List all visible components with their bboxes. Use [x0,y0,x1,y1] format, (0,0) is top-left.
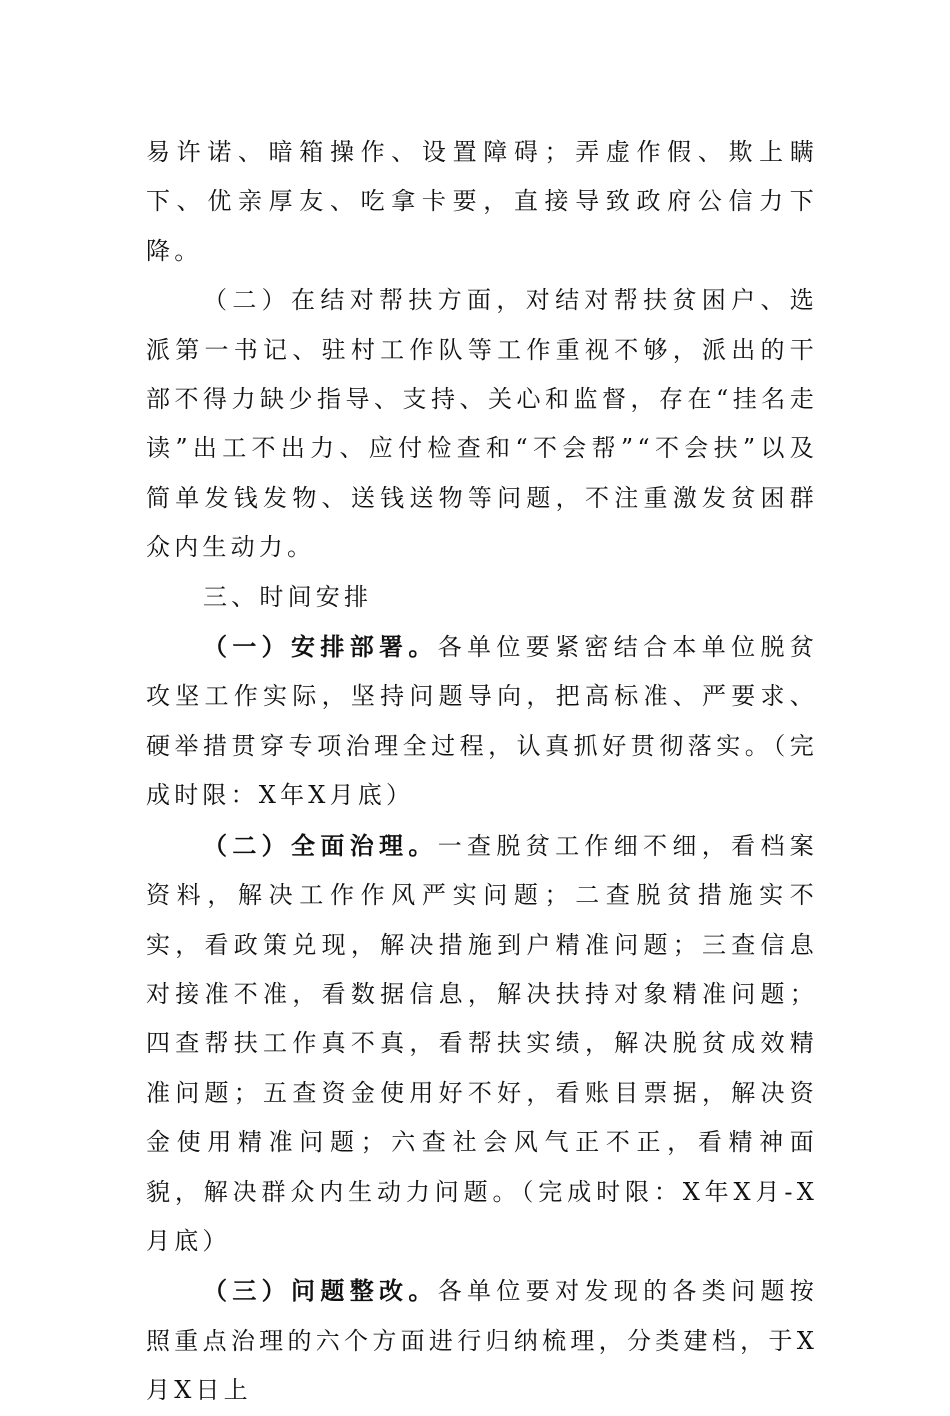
paragraph-heading: （一）安排部署。 [203,632,438,662]
paragraph-deployment [146,622,818,821]
paragraph-text: 各单位要紧密结合本单位脱贫攻坚工作实际，坚持问题导向，把高标准、严要求、硬举措贯穿专项治理全过程，认真抓好贯彻落实。（完成时限：X年X月底） [146,633,818,810]
document-body [146,128,818,1416]
paragraph-heading: （二）全面治理。 [203,830,438,860]
section-heading-text: 三、时间安排 [203,582,373,611]
paragraph-heading: （三）问题整改。 [203,1276,438,1306]
paragraph-structural-assistance [146,276,818,572]
paragraph-continuation [146,128,818,276]
paragraph-rectification [146,1266,818,1415]
paragraph-text: （二）在结对帮扶方面，对结对帮扶贫困户、选派第一书记、驻村工作队等工作重视不够，派出的干部不得力缺少指导、支持、关心和监督，存在“挂名走读”出工不出力、应付检查和“不会帮”“不会扶”以及简单发钱发物、送钱送物等问题，不注重激发贫困群众内生动力。 [146,286,818,562]
section-heading-schedule [146,573,818,622]
paragraph-comprehensive-governance [146,821,818,1267]
paragraph-text: 各单位要对发现的各类问题按照重点治理的六个方面进行归纳梳理，分类建档，于X月X日上 [146,1277,818,1405]
paragraph-text: 易许诺、暗箱操作、设置障碍；弄虚作假、欺上瞒下、优亲厚友、吃拿卡要，直接导致政府公信力下降。 [146,138,818,265]
paragraph-text: 一查脱贫工作细不细，看档案资料，解决工作作风严实问题；二查脱贫措施实不实，看政策兑现，解决措施到户精准问题；三查信息对接准不准，看数据信息，解决扶持对象精准问题；四查帮扶工作真不真，看帮扶实绩，解决脱贫成效精准问题；五查资金使用好不好，看账目票据，解决资金使用精准问题；六查社会风气正不正，看精神面貌，解决群众内生动力问题。（完成时限：X年X月-X月底） [146,831,818,1255]
